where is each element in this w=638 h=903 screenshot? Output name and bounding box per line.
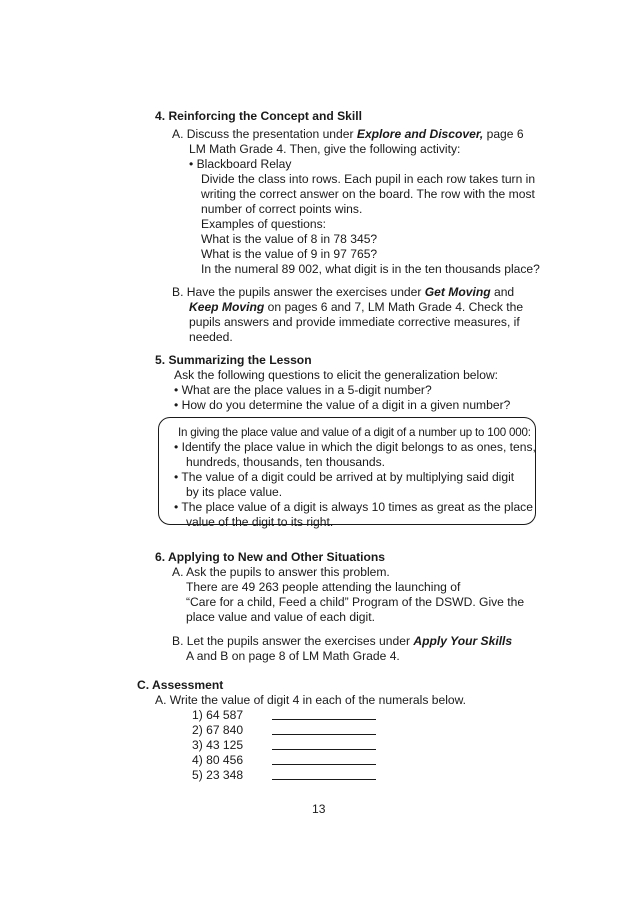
answer-blank-2[interactable] bbox=[272, 734, 376, 735]
generalization-point-3b: value of the digit to its right. bbox=[186, 515, 334, 529]
example-question-2: What is the value of 9 in 97 765? bbox=[201, 247, 378, 261]
page-number: 13 bbox=[312, 802, 326, 816]
answer-blank-3[interactable] bbox=[272, 749, 376, 750]
generalization-point-2b: by its place value. bbox=[186, 485, 283, 499]
relay-description-1: Divide the class into rows. Each pupil in each row takes turn in bbox=[201, 172, 536, 186]
section-6a-line-4: place value and value of each digit. bbox=[186, 610, 375, 624]
examples-label: Examples of questions: bbox=[201, 217, 327, 231]
assessment-heading: C. Assessment bbox=[137, 678, 224, 692]
assessment-item-5: 5) 23 348 bbox=[192, 768, 244, 782]
section-6a-line-1: A. Ask the pupils to answer this problem. bbox=[172, 565, 390, 579]
assessment-item-3: 3) 43 125 bbox=[192, 738, 244, 752]
section-5-intro: Ask the following questions to elicit the generalization below: bbox=[174, 368, 499, 382]
relay-description-3: number of correct points wins. bbox=[201, 202, 363, 216]
section-4-heading: 4. Reinforcing the Concept and Skill bbox=[155, 109, 362, 123]
section-4b-line-3: pupils answers and provide immediate corrective measures, if bbox=[189, 315, 520, 329]
section-4b-line-1: B. Have the pupils answer the exercises under Get Moving and bbox=[172, 285, 515, 299]
get-moving-emphasis: Get Moving bbox=[424, 285, 491, 299]
keep-moving-emphasis: Keep Moving bbox=[189, 300, 265, 314]
relay-description-2: writing the correct answer on the board. The row with the most bbox=[201, 187, 535, 201]
section-4a-line-1: A. Discuss the presentation under Explore and Discover, page 6 bbox=[172, 127, 524, 141]
generalization-point-3a: • The place value of a digit is always 10 times as great as the place bbox=[174, 500, 533, 514]
explore-discover-emphasis: Explore and Discover, bbox=[356, 127, 484, 141]
section-4b-line-4: needed. bbox=[189, 330, 233, 344]
generalization-point-2a: • The value of a digit could be arrived at by multiplying said digit bbox=[174, 470, 515, 484]
assessment-item-1: 1) 64 587 bbox=[192, 708, 244, 722]
answer-blank-5[interactable] bbox=[272, 779, 376, 780]
section-4a-line-2: LM Math Grade 4. Then, give the following activity: bbox=[189, 142, 461, 156]
answer-blank-1[interactable] bbox=[272, 719, 376, 720]
assessment-item-2: 2) 67 840 bbox=[192, 723, 244, 737]
section-6b-line-1: B. Let the pupils answer the exercises under Apply Your Skills bbox=[172, 634, 513, 648]
summary-question-2: • How do you determine the value of a digit in a given number? bbox=[174, 398, 511, 412]
apply-your-skills-emphasis: Apply Your Skills bbox=[413, 634, 513, 648]
section-6a-line-3: “Care for a child, Feed a child” Program of the DSWD. Give the bbox=[186, 595, 525, 609]
answer-blank-4[interactable] bbox=[272, 764, 376, 765]
assessment-instruction: A. Write the value of digit 4 in each of the numerals below. bbox=[155, 693, 467, 707]
generalization-point-1a: • Identify the place value in which the digit belongs to as ones, tens, bbox=[174, 440, 536, 454]
section-6-heading: 6. Applying to New and Other Situations bbox=[155, 550, 386, 564]
assessment-item-4: 4) 80 456 bbox=[192, 753, 244, 767]
section-4b-line-2: Keep Moving on pages 6 and 7, LM Math Grade 4. Check the bbox=[189, 300, 524, 314]
section-5-heading: 5. Summarizing the Lesson bbox=[155, 353, 312, 367]
section-6a-line-2: There are 49 263 people attending the launching of bbox=[186, 580, 461, 594]
summary-question-1: • What are the place values in a 5-digit number? bbox=[174, 383, 432, 397]
blackboard-relay-bullet: • Blackboard Relay bbox=[189, 157, 292, 171]
generalization-title: In giving the place value and value of a digit of a number up to 100 000: bbox=[178, 426, 531, 439]
section-6b-line-2: A and B on page 8 of LM Math Grade 4. bbox=[186, 649, 400, 663]
example-question-3: In the numeral 89 002, what digit is in the ten thousands place? bbox=[201, 262, 540, 276]
example-question-1: What is the value of 8 in 78 345? bbox=[201, 232, 378, 246]
generalization-point-1b: hundreds, thousands, ten thousands. bbox=[186, 455, 386, 469]
